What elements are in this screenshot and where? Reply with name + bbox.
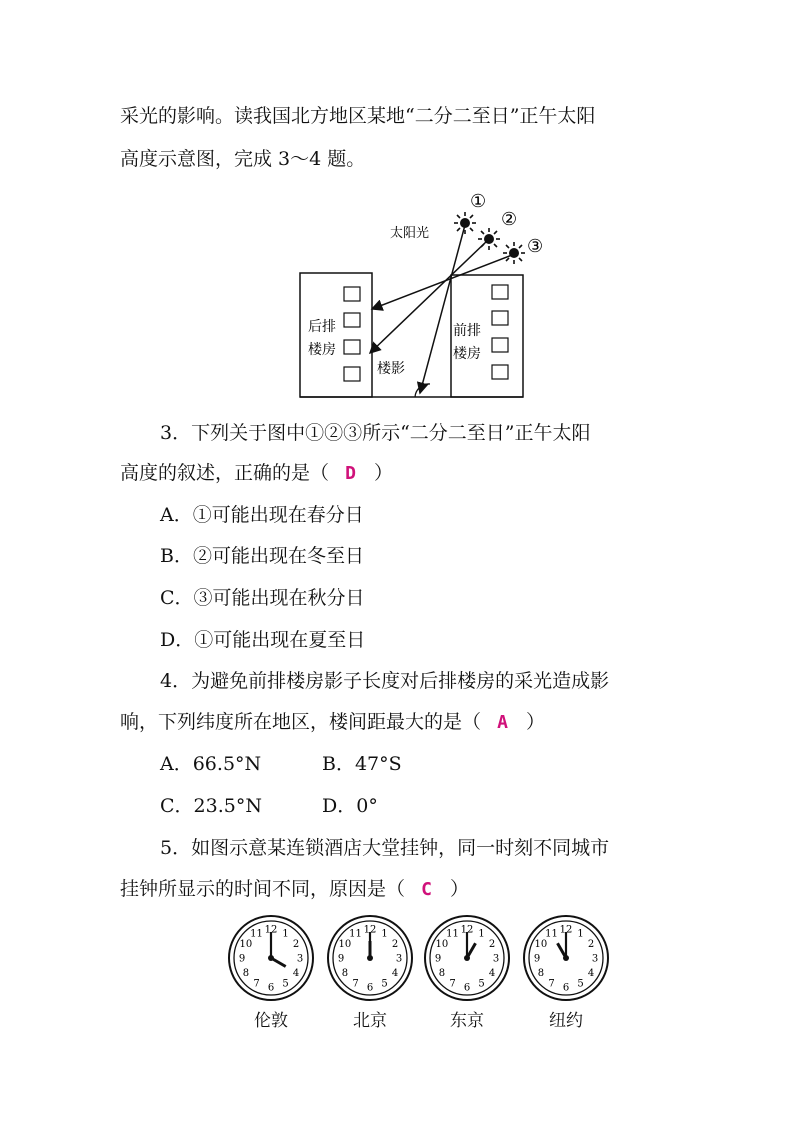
clock-city-label: 纽约 bbox=[549, 1011, 583, 1031]
dial-number: 6 bbox=[463, 982, 471, 994]
dial-number: 12 bbox=[363, 924, 377, 936]
sunlight-label: 太阳光 bbox=[390, 226, 430, 241]
dial-number: 8 bbox=[537, 968, 545, 979]
q4-stem-1: 4．为避免前排楼房影子长度对后排楼房的采光造成影 bbox=[160, 670, 610, 692]
dial-number: 1 bbox=[282, 928, 289, 940]
dial-number: 12 bbox=[460, 924, 474, 936]
clock-4 bbox=[518, 910, 614, 1006]
clock-2 bbox=[322, 910, 418, 1006]
q5-answer: C bbox=[421, 879, 432, 900]
q4-close: ） bbox=[525, 711, 545, 733]
front-building-label-1: 前排 bbox=[453, 323, 481, 339]
q4-option-a: A．66.5°N bbox=[160, 753, 262, 775]
sun-marker-1: ① bbox=[470, 191, 487, 212]
sun-marker-3: ③ bbox=[527, 236, 544, 257]
dial-number: 2 bbox=[587, 939, 595, 950]
q5-stem-1: 5．如图示意某连锁酒店大堂挂钟，同一时刻不同城市 bbox=[160, 837, 610, 859]
back-building-label-2: 楼房 bbox=[308, 342, 336, 358]
dial-number: 3 bbox=[296, 953, 304, 965]
dial-number: 11 bbox=[545, 928, 558, 940]
back-building bbox=[300, 273, 372, 397]
ray-3 bbox=[372, 255, 512, 309]
intro-line-2: 高度示意图，完成 3～4 题。 bbox=[120, 148, 366, 170]
dial-number: 6 bbox=[366, 982, 374, 994]
q5-close: ） bbox=[449, 878, 469, 900]
dial-number: 5 bbox=[381, 978, 388, 990]
dial-number: 5 bbox=[478, 978, 485, 990]
shadow-label: 楼影 bbox=[377, 361, 405, 377]
dial-number: 8 bbox=[242, 968, 250, 979]
dial-number: 7 bbox=[352, 978, 359, 990]
q4-option-c: C．23.5°N bbox=[160, 795, 262, 817]
dial-number: 2 bbox=[292, 939, 300, 950]
sun-altitude-figure bbox=[290, 185, 560, 400]
q3-stem-2 bbox=[120, 460, 393, 487]
q3-option-c: C．③可能出现在秋分日 bbox=[160, 587, 365, 609]
front-building-label-2: 楼房 bbox=[453, 346, 481, 362]
q4-option-b: B．47°S bbox=[322, 753, 402, 775]
clock-city-label: 东京 bbox=[450, 1011, 484, 1031]
dial-number: 11 bbox=[446, 928, 459, 940]
dial-number: 5 bbox=[282, 978, 289, 990]
dial-number: 1 bbox=[577, 928, 584, 940]
dial-number: 4 bbox=[488, 968, 496, 979]
sun-icon-2 bbox=[478, 228, 500, 250]
dial-number: 5 bbox=[577, 978, 584, 990]
q5-stem-2-text: 挂钟所显示的时间不同，原因是（ bbox=[120, 878, 406, 900]
dial-number: 1 bbox=[478, 928, 485, 940]
dial-number: 7 bbox=[548, 978, 555, 990]
dial-number: 10 bbox=[338, 939, 352, 950]
dial-number: 10 bbox=[534, 939, 548, 950]
clock-1 bbox=[223, 910, 319, 1006]
dial-number: 10 bbox=[435, 939, 449, 950]
q4-answer: A bbox=[497, 712, 508, 733]
q4-option-d: D．0° bbox=[322, 795, 378, 817]
dial-number: 10 bbox=[239, 939, 253, 950]
dial-number: 9 bbox=[238, 953, 246, 965]
dial-number: 9 bbox=[337, 953, 345, 965]
dial-number: 8 bbox=[438, 968, 446, 979]
intro-line-1: 采光的影响。读我国北方地区某地“二分二至日”正午太阳 bbox=[120, 105, 596, 127]
q3-option-a: A．①可能出现在春分日 bbox=[160, 504, 364, 526]
dial-number: 2 bbox=[391, 939, 399, 950]
dial-number: 3 bbox=[395, 953, 403, 965]
dial-number: 12 bbox=[559, 924, 573, 936]
ray-1 bbox=[420, 225, 465, 393]
q4-stem-2-text: 响，下列纬度所在地区，楼间距最大的是（ bbox=[120, 711, 482, 733]
q3-option-b: B．②可能出现在冬至日 bbox=[160, 545, 364, 567]
clock-city-label: 伦敦 bbox=[254, 1011, 288, 1031]
dial-number: 8 bbox=[341, 968, 349, 979]
dial-number: 6 bbox=[267, 982, 275, 994]
q3-answer: D bbox=[345, 463, 356, 484]
q3-option-d: D．①可能出现在夏至日 bbox=[160, 629, 366, 651]
dial-number: 4 bbox=[292, 968, 300, 979]
q5-stem-2 bbox=[120, 876, 469, 903]
q3-close: ） bbox=[373, 462, 393, 484]
dial-number: 1 bbox=[381, 928, 388, 940]
sun-icon-3 bbox=[503, 242, 525, 264]
dial-number: 3 bbox=[492, 953, 500, 965]
dial-number: 7 bbox=[253, 978, 260, 990]
clock-3 bbox=[419, 910, 515, 1006]
q3-stem-1: 3．下列关于图中①②③所示“二分二至日”正午太阳 bbox=[160, 422, 591, 444]
dial-number: 7 bbox=[449, 978, 456, 990]
dial-number: 12 bbox=[264, 924, 278, 936]
dial-number: 2 bbox=[488, 939, 496, 950]
q3-stem-2-text: 高度的叙述，正确的是（ bbox=[120, 462, 330, 484]
back-building-label-1: 后排 bbox=[308, 319, 336, 335]
dial-number: 4 bbox=[587, 968, 595, 979]
dial-number: 11 bbox=[349, 928, 362, 940]
sun-marker-2: ② bbox=[501, 209, 518, 230]
dial-number: 4 bbox=[391, 968, 399, 979]
q4-stem-2 bbox=[120, 709, 545, 736]
dial-number: 6 bbox=[562, 982, 570, 994]
clock-city-label: 北京 bbox=[353, 1011, 387, 1031]
sun-icon-1 bbox=[454, 212, 476, 234]
dial-number: 9 bbox=[533, 953, 541, 965]
dial-number: 3 bbox=[591, 953, 599, 965]
dial-number: 11 bbox=[250, 928, 263, 940]
dial-number: 9 bbox=[434, 953, 442, 965]
